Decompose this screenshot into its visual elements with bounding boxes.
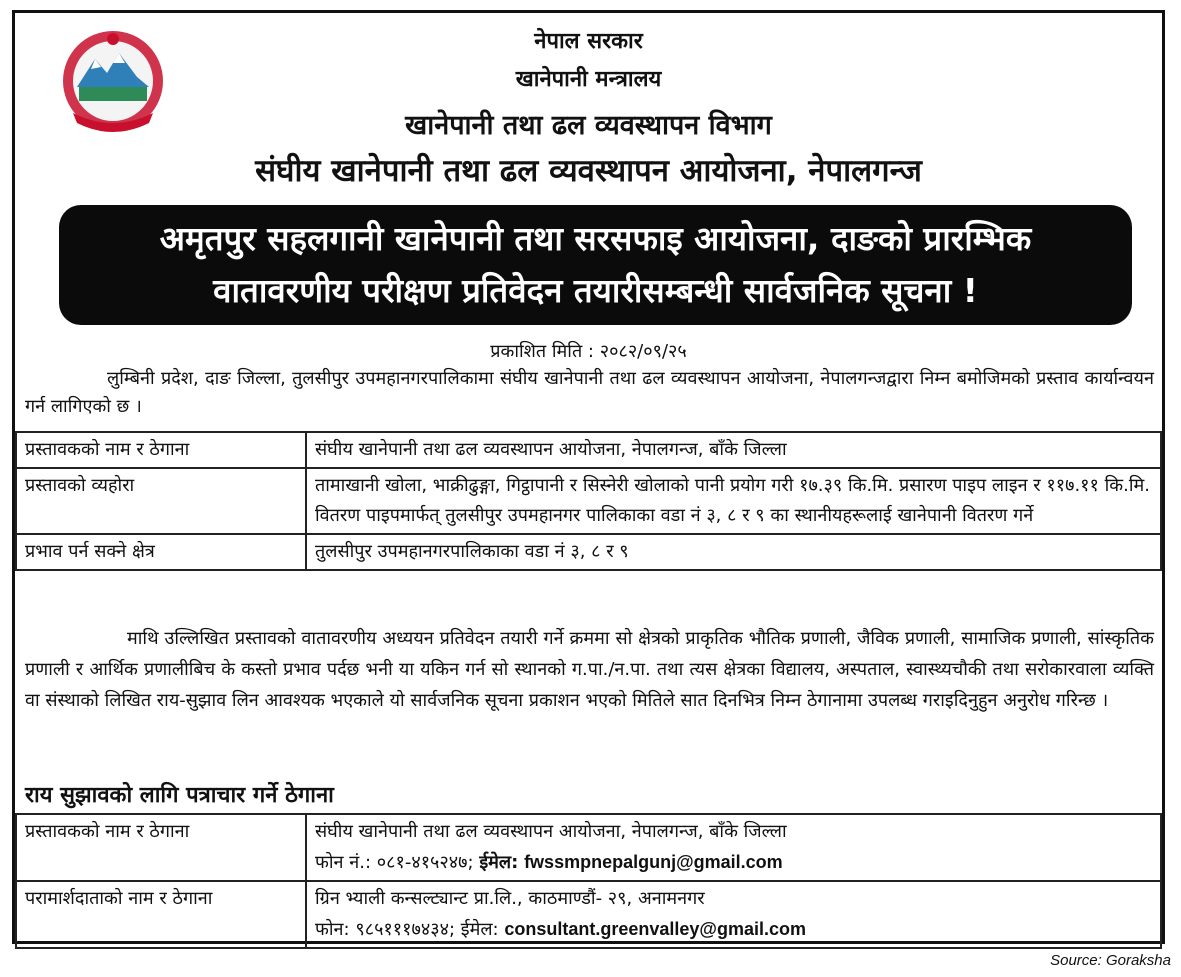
header-department: खानेपानी तथा ढल व्यवस्थापन विभाग [405, 110, 772, 141]
notice-title-banner [59, 205, 1132, 325]
published-date-label: प्रकाशित मिति : [490, 341, 594, 362]
published-date-value: २०८२/०९/२५ [599, 341, 687, 362]
row-value: संघीय खानेपानी तथा ढल व्यवस्थापन आयोजना, नेपालगन्ज, बाँके जिल्ला [306, 432, 1161, 468]
source-credit: Source: Goraksha [1050, 952, 1171, 969]
table-row [16, 814, 1161, 881]
contact-line [315, 847, 1152, 878]
row-value [306, 814, 1161, 881]
intro-paragraph: लुम्बिनी प्रदेश, दाङ जिल्ला, तुलसीपुर उपमहानगरपालिकामा संघीय खानेपानी तथा ढल व्यवस्थापन आयोजना, नेपालगन्जद्वारा निम्न बमोजिमको प्रस्ताव कार्यान्वयन गर्न लागिएको छ । [25, 368, 1154, 417]
row-label: प्रभाव पर्न सक्ने क्षेत्र [16, 534, 306, 570]
row-label: परामार्शदाताको नाम र ठेगाना [16, 881, 306, 948]
phone-number: ०८१-४१५२४७; [376, 852, 474, 873]
contact-name: संघीय खानेपानी तथा ढल व्यवस्थापन आयोजना, नेपालगन्ज, बाँके जिल्ला [315, 821, 787, 842]
proposal-table [15, 431, 1162, 571]
contact-name: ग्रिन भ्याली कन्सल्ट्यान्ट प्रा.लि., काठमाण्डौं- २९, अनामनगर [315, 888, 705, 909]
contact-line [315, 914, 1152, 945]
email-link[interactable]: consultant.greenvalley@gmail.com [504, 919, 806, 939]
phone-number: ९८५१११७४३४; [355, 919, 456, 940]
row-label: प्रस्तावको व्यहोरा [16, 468, 306, 534]
table-row [16, 881, 1161, 948]
published-date [15, 339, 1162, 363]
email-label: ईमेल: [479, 852, 519, 873]
header-government: नेपाल सरकार [534, 29, 643, 54]
public-notice [12, 10, 1165, 944]
contact-heading: राय सुझावको लागि पत्राचार गर्ने ठेगाना [25, 783, 334, 808]
header-ministry: खानेपानी मन्त्रालय [515, 67, 662, 92]
phone-label: फोन: [315, 919, 350, 940]
row-label: प्रस्तावकको नाम र ठेगाना [16, 432, 306, 468]
row-label: प्रस्तावकको नाम र ठेगाना [16, 814, 306, 881]
table-row [16, 432, 1161, 468]
table-row [16, 468, 1161, 534]
email-link[interactable]: fwssmpnepalgunj@gmail.com [524, 852, 783, 872]
table-row [16, 534, 1161, 570]
row-value: तुलसीपुर उपमहानगरपालिकाका वडा नं ३, ८ र ९ [306, 534, 1161, 570]
row-value: तामाखानी खोला, भाक्रीढुङ्गा, गिट्ठापानी र सिस्नेरी खोलाको पानी प्रयोग गरी १७.३९ कि.मि. प्रसारण पाइप लाइन र ११७.११ कि.मि. वितरण पाइपमार्फत् तुलसीपुर उपमहानगर पालिकाका वडा नं ३, ८ र ९ का स्थानीयहरूलाई खानेपानी वितरण गर्ने [306, 468, 1161, 534]
phone-label: फोन नं.: [315, 852, 372, 873]
banner-line-2: वातावरणीय परीक्षण प्रतिवेदन तयारीसम्बन्धी सार्वजनिक सूचना ! [213, 271, 978, 310]
row-value [306, 881, 1161, 948]
request-paragraph: माथि उल्लिखित प्रस्तावको वातावरणीय अध्ययन प्रतिवेदन तयारी गर्ने क्रममा सो क्षेत्रको प्राकृतिक भौतिक प्रणाली, जैविक प्रणाली, सामाजिक प्रणाली, सांस्कृतिक प्रणाली र आर्थिक प्रणालीबिच के कस्तो प्रभाव पर्दछ भनी या यकिन गर्न सो स्थानको ग.पा./न.पा. तथा त्यस क्षेत्रका विद्यालय, अस्पताल, स्वास्थ्यचौकी तथा सरोकारवाला व्यक्ति वा संस्थाको लिखित राय-सुझाव लिन आवश्यक भएकाले यो सार्वजनिक सूचना प्रकाशन भएको मितिले सात दिनभित्र निम्न ठेगानामा उपलब्ध गराइदिनुहुन अनुरोध गरिन्छ । [25, 628, 1154, 711]
header-project-office: संघीय खानेपानी तथा ढल व्यवस्थापन आयोजना, नेपालगन्ज [255, 153, 922, 189]
email-label: ईमेल: [460, 919, 499, 940]
banner-line-1: अमृतपुर सहलगानी खानेपानी तथा सरसफाइ आयोजना, दाङको प्रारम्भिक [159, 219, 1032, 258]
contact-table [15, 813, 1162, 949]
